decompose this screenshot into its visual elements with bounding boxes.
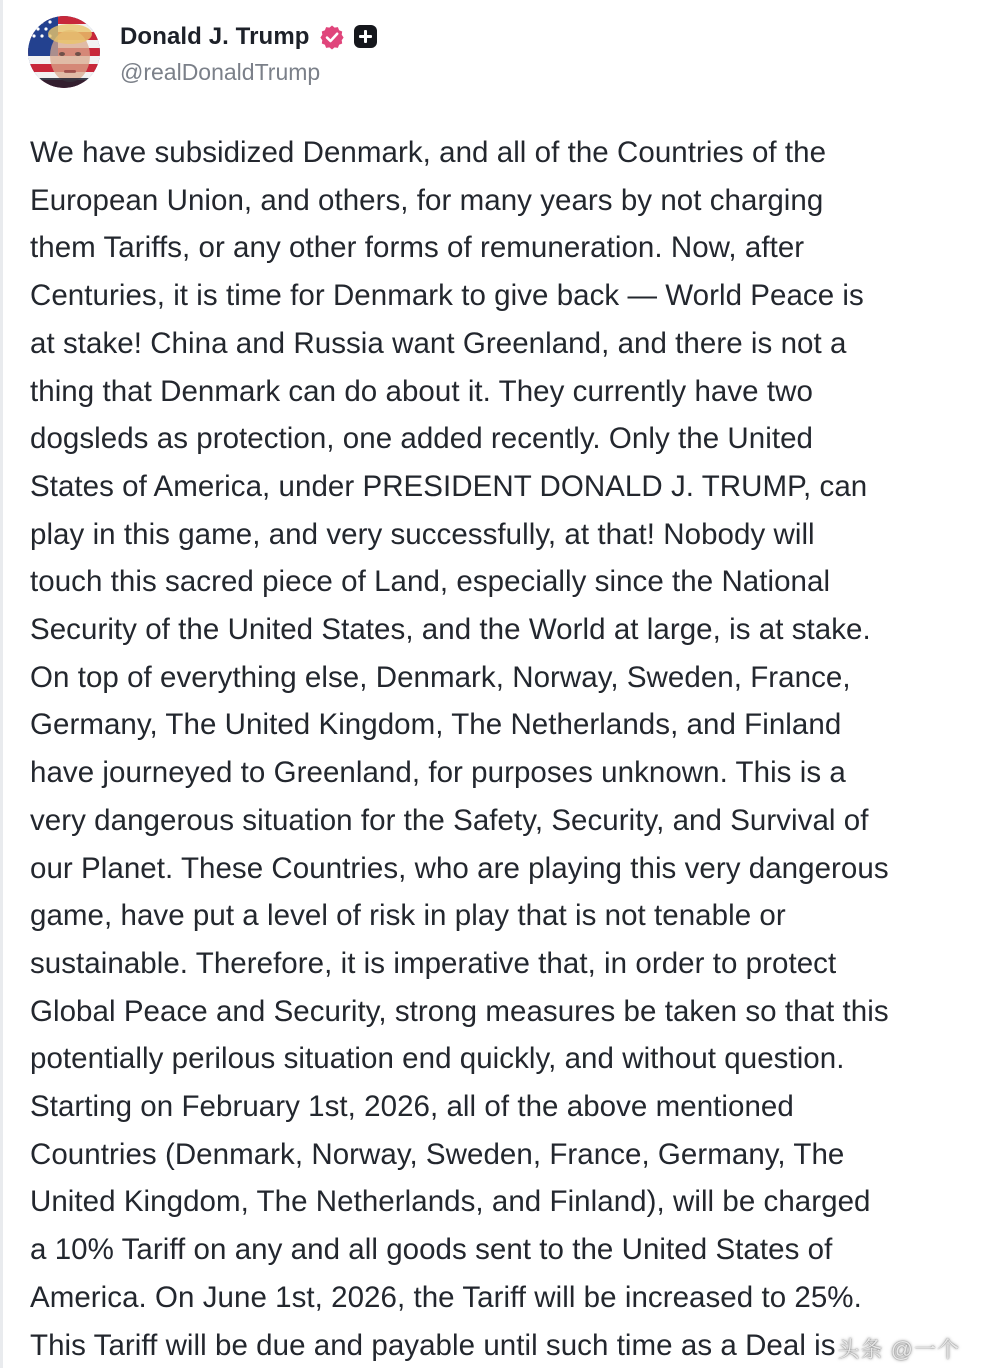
author-handle[interactable]: @realDonaldTrump bbox=[120, 58, 321, 85]
post-text: We have subsidized Denmark, and all of the Countries of the European Union, and others, for many years by not charging them Tariffs, or any other forms of remuneration. Now, after Centuries, it is time for Denmark to give back — World Peace is at stake! China and Russia want Greenland, and there is not a thing that Denmark can do about it. They currently have two dogsleds as protection, one added recently. Only the United States of America, under PRESIDENT DONALD J. TRUMP, can play in this game, and very successfully, at that! Nobody will touch this sacred piece of Land, especially since the National Security of the United States, and the World at large, is at stake. On top of everything else, Denmark, Norway, Sweden, France, Germany, The United Kingdom, The Netherlands, and Finland have journeyed to Greenland, for purposes unknown. This is a very dangerous situation for the Safety, Security, and Survival of our Planet. These Countries, who are playing this very dangerous game, have put a level of risk in play that is not tenable or sustainable. Therefore, it is imperative that, in order to protect Global Peace and Security, strong measures be taken so that this potentially perilous situation end quickly, and without question. Starting on February 1st, 2026, all of the above mentioned Countries (Denmark, Norway, Sweden, France, Germany, The United Kingdom, The Netherlands, and Finland), will be charged a 10% Tariff on any and all goods sent to the United States of America. On June 1st, 2026, the Tariff will be increased to 25%. This Tariff will be due and payable until such time as a Deal is bbox=[30, 136, 889, 1362]
verified-badge-icon bbox=[319, 24, 345, 50]
author-display-name[interactable]: Donald J. Trump bbox=[120, 22, 310, 50]
author-identity bbox=[120, 19, 377, 86]
page-left-border bbox=[0, 0, 3, 1368]
add-follow-icon[interactable] bbox=[354, 25, 377, 48]
post-header bbox=[28, 14, 377, 90]
source-watermark: 头条 @一个 bbox=[837, 1337, 960, 1362]
avatar-image-icon bbox=[28, 16, 100, 88]
avatar[interactable] bbox=[28, 16, 100, 88]
name-row bbox=[120, 19, 377, 55]
